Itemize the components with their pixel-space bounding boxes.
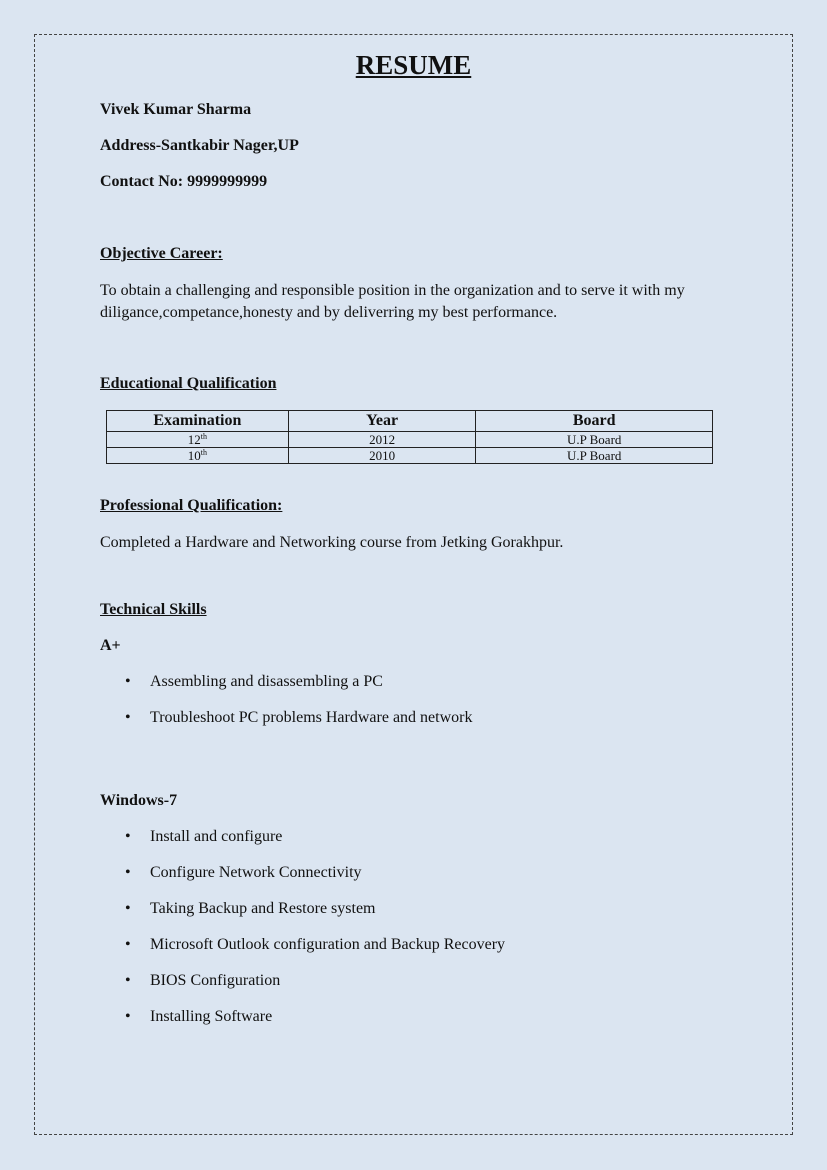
year-cell: 2012 <box>288 432 476 448</box>
board-cell: U.P Board <box>476 448 713 464</box>
board-cell: U.P Board <box>476 432 713 448</box>
table-row <box>107 432 713 448</box>
page-border <box>34 34 793 1135</box>
list-item: Install and configure <box>150 828 283 845</box>
objective-text: To obtain a challenging and responsible position in the organization and to serve it with my diligance,competance,honesty and by deliverring my best performance. <box>100 282 685 321</box>
bullet-icon: • <box>125 1008 131 1025</box>
bullet-icon: • <box>125 972 131 989</box>
bullet-icon: • <box>125 673 131 690</box>
candidate-contact: Contact No: 9999999999 <box>100 173 268 190</box>
bullet-icon: • <box>125 936 131 953</box>
column-header-year: Year <box>288 411 476 432</box>
candidate-name: Vivek Kumar Sharma <box>100 101 252 118</box>
year-cell: 2010 <box>288 448 476 464</box>
professional-heading: Professional Qualification: <box>100 497 283 514</box>
bullet-icon: • <box>125 709 131 726</box>
aplus-label: A+ <box>100 637 121 654</box>
exam-cell: 12th <box>107 432 289 448</box>
education-table <box>106 410 713 464</box>
column-header-examination: Examination <box>107 411 289 432</box>
education-heading: Educational Qualification <box>100 375 277 392</box>
list-item: Taking Backup and Restore system <box>150 900 376 917</box>
table-header-row <box>107 411 713 432</box>
list-item: Troubleshoot PC problems Hardware and network <box>150 709 473 726</box>
candidate-address: Address-Santkabir Nager,UP <box>100 137 299 154</box>
exam-cell: 10th <box>107 448 289 464</box>
page-title: RESUME <box>355 50 472 80</box>
technical-heading: Technical Skills <box>100 601 207 618</box>
objective-heading: Objective Career: <box>100 245 223 262</box>
bullet-icon: • <box>125 828 131 845</box>
table-row <box>107 448 713 464</box>
list-item: BIOS Configuration <box>150 972 281 989</box>
list-item: Assembling and disassembling a PC <box>150 673 383 690</box>
list-item: Microsoft Outlook configuration and Backup Recovery <box>150 936 506 953</box>
list-item: Installing Software <box>150 1008 273 1025</box>
windows-label: Windows-7 <box>100 792 178 809</box>
professional-text: Completed a Hardware and Networking course from Jetking Gorakhpur. <box>100 534 564 551</box>
bullet-icon: • <box>125 900 131 917</box>
list-item: Configure Network Connectivity <box>150 864 362 881</box>
column-header-board: Board <box>476 411 713 432</box>
bullet-icon: • <box>125 864 131 881</box>
